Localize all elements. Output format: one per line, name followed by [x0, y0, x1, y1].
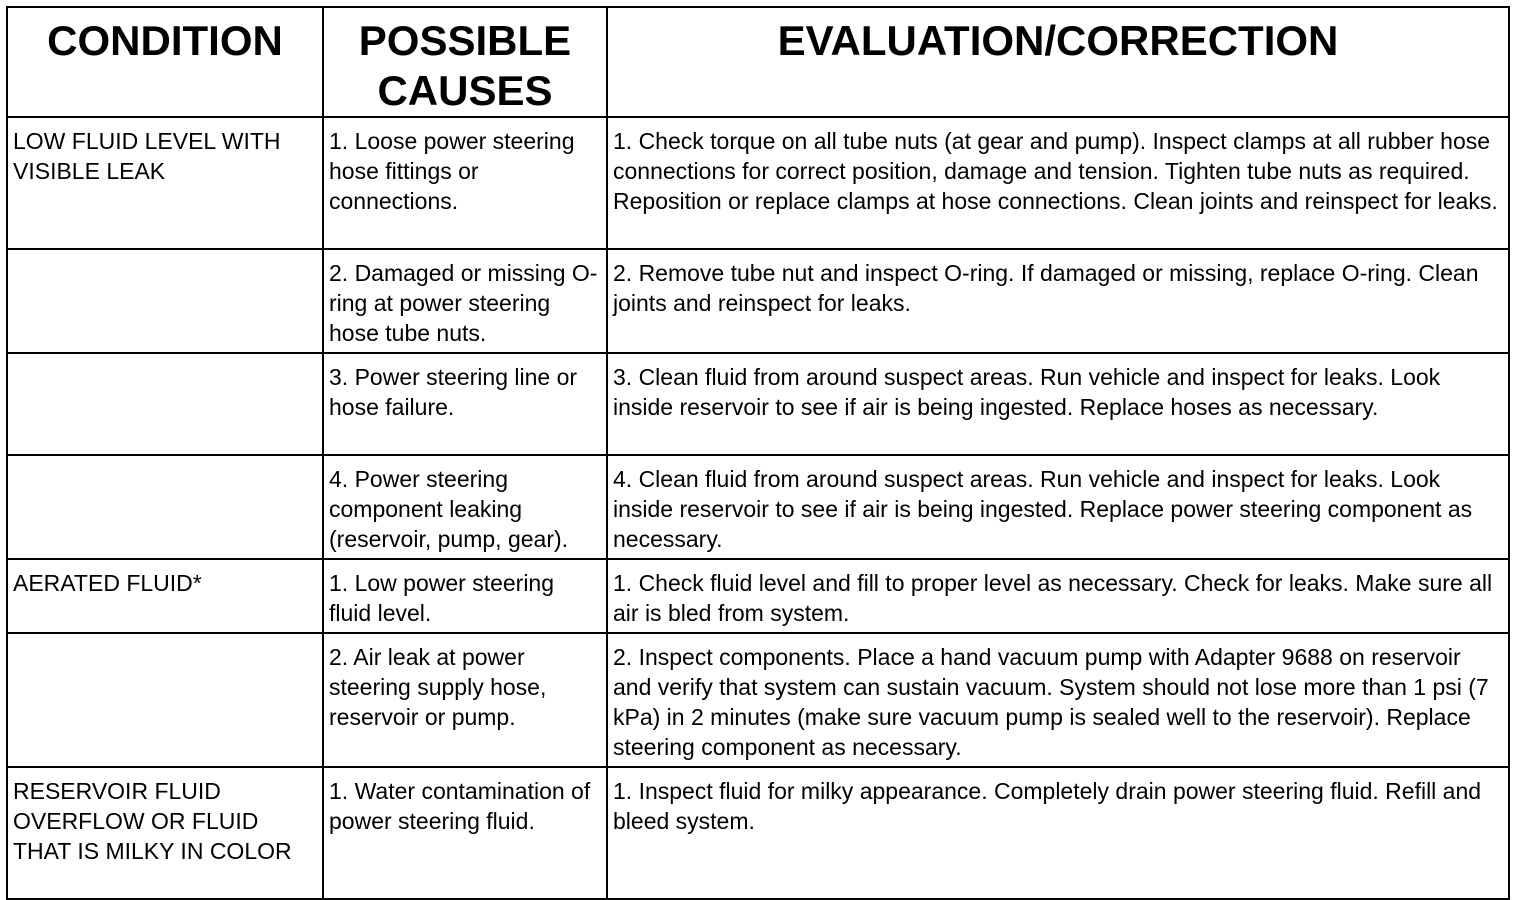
correction-cell: 1. Check fluid level and fill to proper level as necessary. Check for leaks. Make sure all air is bled from system. — [607, 559, 1509, 633]
condition-cell — [7, 353, 323, 455]
cause-cell: 2. Damaged or missing O-ring at power steering hose tube nuts. — [323, 249, 607, 353]
header-evaluation-correction: EVALUATION/CORRECTION — [607, 7, 1509, 117]
diagnosis-table — [6, 6, 1510, 900]
header-condition: CONDITION — [7, 7, 323, 117]
correction-cell: 3. Clean fluid from around suspect areas. Run vehicle and inspect for leaks. Look inside reservoir to see if air is being ingested. Replace hoses as necessary. — [607, 353, 1509, 455]
correction-cell: 4. Clean fluid from around suspect areas. Run vehicle and inspect for leaks. Look inside reservoir to see if air is being ingested. Replace power steering component as necessary. — [607, 455, 1509, 559]
table-row — [7, 353, 1509, 455]
cause-cell: 2. Air leak at power steering supply hose, reservoir or pump. — [323, 633, 607, 767]
table-row — [7, 249, 1509, 353]
correction-cell: 2. Inspect components. Place a hand vacuum pump with Adapter 9688 on reservoir and verify that system can sustain vacuum. System should not lose more than 1 psi (7 kPa) in 2 minutes (make sure vacuum pump is sealed well to the reservoir). Replace steering component as necessary. — [607, 633, 1509, 767]
condition-cell — [7, 455, 323, 559]
cause-cell: 1. Loose power steering hose fittings or connections. — [323, 117, 607, 249]
condition-cell: RESERVOIR FLUID OVERFLOW OR FLUID THAT IS MILKY IN COLOR — [7, 767, 323, 899]
cause-cell: 3. Power steering line or hose failure. — [323, 353, 607, 455]
condition-cell: LOW FLUID LEVEL WITH VISIBLE LEAK — [7, 117, 323, 249]
table-row — [7, 633, 1509, 767]
cause-cell: 4. Power steering component leaking (reservoir, pump, gear). — [323, 455, 607, 559]
table-row — [7, 767, 1509, 899]
header-row — [7, 7, 1509, 117]
correction-cell: 1. Inspect fluid for milky appearance. Completely drain power steering fluid. Refill and bleed system. — [607, 767, 1509, 899]
correction-cell: 1. Check torque on all tube nuts (at gear and pump). Inspect clamps at all rubber hose connections for correct position, damage and tension. Tighten tube nuts as required. Reposition or replace clamps at hose connections. Clean joints and reinspect for leaks. — [607, 117, 1509, 249]
correction-cell: 2. Remove tube nut and inspect O-ring. If damaged or missing, replace O-ring. Clean joints and reinspect for leaks. — [607, 249, 1509, 353]
cause-cell: 1. Water contamination of power steering fluid. — [323, 767, 607, 899]
table-row — [7, 117, 1509, 249]
condition-cell: AERATED FLUID* — [7, 559, 323, 633]
cause-cell: 1. Low power steering fluid level. — [323, 559, 607, 633]
table-row — [7, 559, 1509, 633]
condition-cell — [7, 633, 323, 767]
table-row — [7, 455, 1509, 559]
condition-cell — [7, 249, 323, 353]
header-possible-causes: POSSIBLE CAUSES — [323, 7, 607, 117]
